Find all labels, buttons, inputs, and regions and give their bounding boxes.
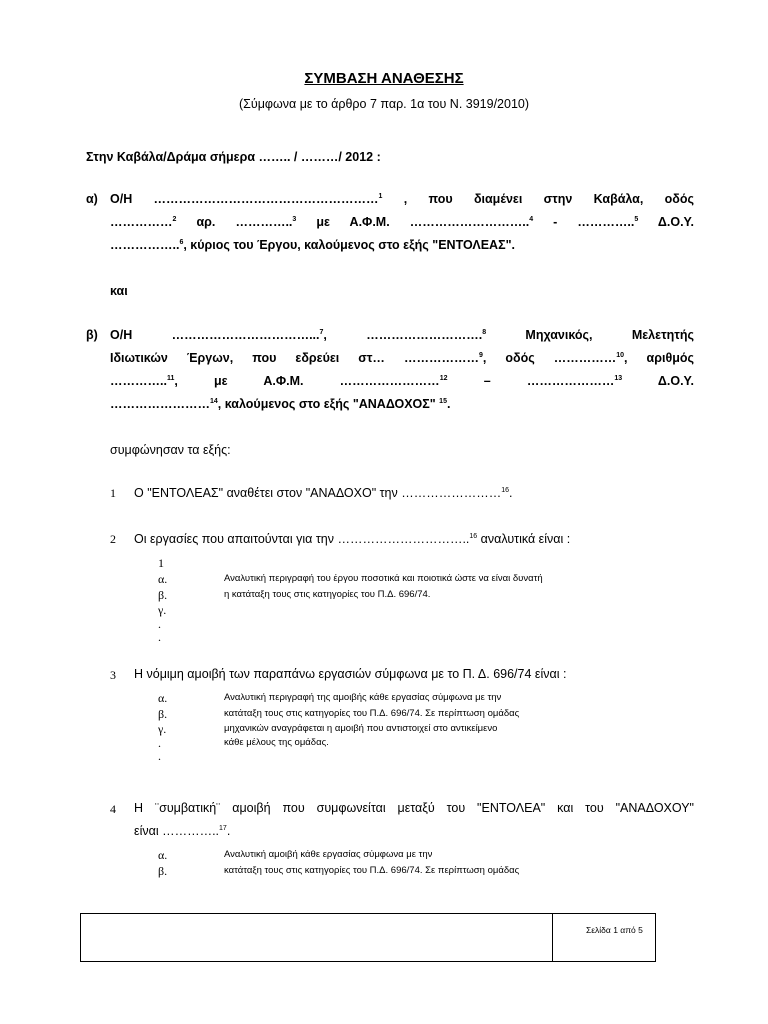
item-3-sub-text: Αναλυτική περιγραφή της αμοιβής κάθε εργασίας σύμφωνα με την [224, 692, 502, 703]
item-4-line-2: είναι …………..$^{17}$. [134, 824, 231, 838]
item-2-sub-letter: . [158, 630, 161, 644]
agreed-line: συμφώνησαν τα εξής: [110, 443, 231, 457]
and-word: και [110, 284, 128, 298]
party-b-line-4: ……………………$^{14}$, καλούμενος στο εξής "ΑΝΑΔΟΧΟΣ" $^{15}$. [110, 397, 451, 411]
party-a-line-2: ……………$^2$ αρ. …………..$^3$ με Α.Φ.Μ. ………………………..$^4$ - …………..$^5$ Δ.Ο.Υ. [110, 215, 694, 229]
item-2-number: 2 [110, 532, 116, 546]
item-1-text: Ο "ΕΝΤΟΛΕΑΣ" αναθέτει στον "ΑΝΑΔΟΧΟ" την ……………………$^{16}$. [134, 486, 513, 500]
item-1-number: 1 [110, 486, 116, 500]
footer-divider [552, 913, 553, 962]
item-3-sub-text: κατάταξη τους στις κατηγορίες του Π.Δ. 696/74. Σε περίπτωση ομάδας [224, 708, 520, 719]
item-3-sub-text: κάθε μέλους της ομάδας. [224, 737, 329, 748]
place-date-line: Στην Καβάλα/Δράμα σήμερα …….. / ………/ 2012 : [86, 150, 381, 164]
item-2-sub-text: η κατάταξη τους στις κατηγορίες του Π.Δ. 696/74. [224, 589, 431, 600]
item-4-sub-text: κατάταξη τους στις κατηγορίες του Π.Δ. 696/74. Σε περίπτωση ομάδας [224, 865, 520, 876]
item-4-number: 4 [110, 802, 116, 816]
party-a-line-1: Ο/Η ………………………………………………$^1$ , που διαμένει στην Καβάλα, οδός [110, 192, 694, 206]
item-3-text: Η νόμιμη αμοιβή των παραπάνω εργασιών σύμφωνα με το Π. Δ. 696/74 είναι : [134, 667, 567, 681]
party-a-marker: α) [86, 192, 98, 206]
item-3-sub-letter: β. [158, 707, 168, 721]
item-3-sub-text: μηχανικών αναγράφεται η αμοιβή που αντιστοιχεί στο αντικείμενο [224, 723, 498, 734]
document-title: ΣΥΜΒΑΣΗ ΑΝΑΘΕΣΗΣ [304, 70, 464, 87]
item-2-sub-letter: β. [158, 588, 168, 602]
item-4-sub-text: Αναλυτική αμοιβή κάθε εργασίας σύμφωνα με την [224, 849, 433, 860]
party-b-line-3: …………..$^{11}$, με Α.Φ.Μ. ……………………$^{12}$ – …………………$^{13}$ Δ.Ο.Υ. [110, 374, 694, 388]
item-4-line-1: Η ¨συμβατική¨ αμοιβή που συμφωνείται μεταξύ του "ΕΝΤΟΛΕΑ" και του "ΑΝΑΔΟΧΟΥ" [134, 801, 694, 815]
party-b-line-1: Ο/Η ……………………………...$^7$, ……………………….$^8$ Μηχανικός, Μελετητής [110, 328, 694, 342]
item-2-sub-text: Αναλυτική περιγραφή του έργου ποσοτικά και ποιοτικά ώστε να είναι δυνατή [224, 573, 543, 584]
item-2-sub-number: 1 [158, 556, 164, 570]
document-subtitle: (Σύμφωνα με το άρθρο 7 παρ. 1α του Ν. 3919/2010) [238, 97, 530, 111]
party-b-marker: β) [86, 328, 98, 342]
item-4-sub-letter: β. [158, 864, 168, 878]
item-2-text: Οι εργασίες που απαιτούνται για την …………………………..$^{16}$ αναλυτικά είναι : [134, 532, 571, 546]
item-2-sub-letter: α. [158, 572, 168, 586]
party-a-line-3: ……………..$^6$, κύριος του Έργου, καλούμενος στο εξής "ΕΝΤΟΛΕΑΣ". [110, 238, 515, 252]
item-3-sub-letter: . [158, 749, 161, 763]
item-2-sub-letter: γ. [158, 603, 167, 617]
item-3-number: 3 [110, 668, 116, 682]
party-b-line-2: Ιδιωτικών Έργων, που εδρεύει στ… ………………$^9$, οδός ……………$^{10}$, αριθμός [110, 351, 694, 365]
item-3-sub-letter: α. [158, 691, 168, 705]
footer-box [80, 913, 656, 962]
item-3-sub-letter: γ. [158, 722, 167, 736]
item-3-sub-letter: . [158, 736, 161, 750]
item-4-sub-letter: α. [158, 848, 168, 862]
page-number: Σελίδα 1 από 5 [586, 925, 643, 935]
item-2-sub-letter: . [158, 617, 161, 631]
